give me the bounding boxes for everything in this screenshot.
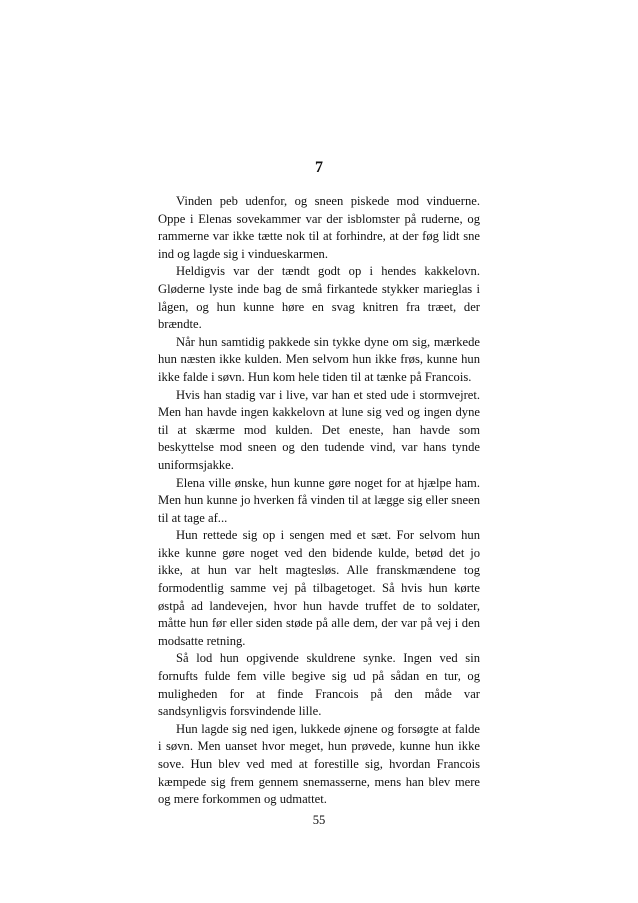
chapter-body [158,193,480,809]
paragraph: Så lod hun opgivende skuldrene synke. Ingen ved sin fornufts fulde fem ville begive sig ud på sådan en tur, og muligheden for at finde Francois på den måde var sandsynligvis forsvindende lille. [158,651,480,719]
paragraph: Hun lagde sig ned igen, lukkede øjnene og forsøgte at falde i søvn. Men uanset hvor meget, hun prøvede, kunne hun ikke sove. Hun blev ved med at forestille sig, hvordan Francois kæmpede sig frem gennem snemasserne, mens han blev mere og mere forkommen og udmattet. [158,721,480,807]
paragraph: Elena ville ønske, hun kunne gøre noget for at hjælpe ham. Men hun kunne jo hverken få vinden til at lægge sig eller sneen til at tage af... [158,475,480,525]
paragraph: Når hun samtidig pakkede sin tykke dyne om sig, mærkede hun næsten ikke kulden. Men selvom hun ikke frøs, kunne hun ikke falde i søvn. Hun kom hele tiden til at tænke på Francois. [158,334,480,384]
page-number: 55 [312,813,326,827]
paragraph: Hun rettede sig op i sengen med et sæt. For selvom hun ikke kunne gøre noget ved den bidende kulde, betød det jo ikke, at hun var helt magtesløs. Alle franskmændene tog formodentlig samme vej på tilbagetoget. Så hvis hun kørte østpå ad landevejen, hvor hun havde truffet de to soldater, måtte hun før eller siden støde på alle dem, der var på vej i den modsatte retning. [158,528,480,648]
paragraph: Heldigvis var der tændt godt op i hendes kakkelovn. Gløderne lyste inde bag de små firkantede stykker marieglas i lågen, og hun kunne høre en svag knitren fra træet, der brændte. [158,264,480,332]
paragraph: Vinden peb udenfor, og sneen piskede mod vinduerne. Oppe i Elenas sovekammer var der isblomster på ruderne, og rammerne var ikke tætte nok til at forhindre, at der føg lidt sne ind og lagde sig i vindueskarmen. [158,194,480,261]
chapter-number: 7 [315,159,323,176]
paragraph: Hvis han stadig var i live, var han et sted ude i stormvejret. Men han havde ingen kakkelovn at lune sig ved og ingen dyne til at skærme mod kulden. Det eneste, han havde som beskyttelse mod sneen og den tudende vind, var hans tynde uniformsjakke. [158,387,480,472]
